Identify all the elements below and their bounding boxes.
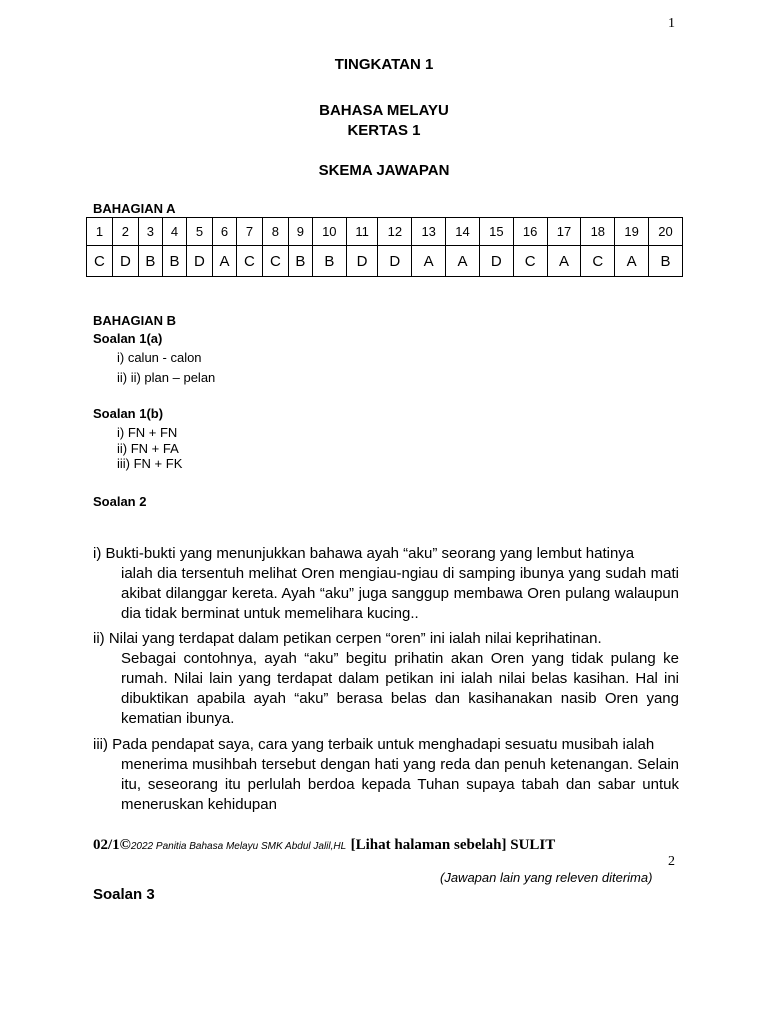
question-number-cell: 9	[288, 218, 312, 246]
answer-continuation: ialah dia tersentuh melihat Oren mengiau-ngiau di samping ibunya yang sudah mati akibat dilanggar kereta. Ayah “aku” juga sanggup membawa Oren pulang walaupun dia tidak berminat untuk memelihara kucing..	[121, 565, 679, 622]
answer-cell: A	[615, 246, 649, 277]
answer-cell: D	[187, 246, 213, 277]
question-number-cell: 3	[138, 218, 162, 246]
footer-organisation: 2022 Panitia Bahasa Melayu SMK Abdul Jalil,HL	[130, 841, 347, 852]
question-number-cell: 14	[446, 218, 480, 246]
answer-cell: D	[378, 246, 412, 277]
question-number-cell: 20	[649, 218, 683, 246]
question-number-cell: 11	[346, 218, 378, 246]
answer-cell: D	[346, 246, 378, 277]
answer-first-line: iii) Pada pendapat saya, cara yang terbaik untuk menghadapi sesuatu musibah ialah	[93, 736, 655, 753]
question-1a-item: ii) ii) plan – pelan	[117, 370, 216, 385]
answer-cell: D	[112, 246, 138, 277]
answer-first-line: i) Bukti-bukti yang menunjukkan bahawa ayah “aku” seorang yang lembut hatinya	[93, 545, 635, 562]
answer-first-line: ii) Nilai yang terdapat dalam petikan cerpen “oren” ini ialah nilai keprihatinan.	[93, 630, 602, 647]
question-1b-label: Soalan 1(b)	[93, 406, 164, 421]
question-1a-label: Soalan 1(a)	[93, 331, 163, 346]
answer-cell: B	[162, 246, 186, 277]
answer-cell: C	[262, 246, 288, 277]
question-number-cell: 17	[547, 218, 581, 246]
answer-cell: B	[138, 246, 162, 277]
section-a-label: BAHAGIAN A	[93, 201, 176, 216]
question-1b-item: ii) FN + FA	[117, 441, 179, 456]
answer-cell: C	[581, 246, 615, 277]
question-1a-item: i) calun - calon	[117, 350, 202, 365]
question-number-cell: 12	[378, 218, 412, 246]
question-2-label: Soalan 2	[93, 494, 147, 509]
question-number-row	[87, 218, 683, 246]
question-number-cell: 16	[513, 218, 547, 246]
answer-paragraph	[93, 629, 679, 729]
page-number-bottom: 2	[668, 854, 675, 869]
answer-cell: A	[547, 246, 581, 277]
answer-cell: A	[412, 246, 446, 277]
subject-title: BAHASA MELAYU	[319, 102, 449, 119]
answer-continuation: menerima musihbah tersebut dengan hati yang reda dan penuh ketenangan. Selain itu, seseorang itu perlulah berdoa kepada Tuhan supaya tabah dan sabar untuk meneruskan kehidupan	[121, 756, 679, 813]
answer-cell: B	[312, 246, 346, 277]
answer-cell: C	[513, 246, 547, 277]
question-number-cell: 6	[212, 218, 236, 246]
footer-code: 02/1©	[93, 837, 131, 853]
question-number-cell: 8	[262, 218, 288, 246]
question-number-cell: 4	[162, 218, 186, 246]
answer-cell: B	[649, 246, 683, 277]
scheme-title: SKEMA JAWAPAN	[318, 162, 450, 179]
page-number-top: 1	[668, 16, 675, 31]
question-number-cell: 1	[87, 218, 113, 246]
question-number-cell: 5	[187, 218, 213, 246]
section-b-label: BAHAGIAN B	[93, 313, 177, 328]
question-number-cell: 15	[479, 218, 513, 246]
page-footer	[93, 836, 555, 854]
question-1b-item: i) FN + FN	[117, 425, 178, 440]
question-number-cell: 2	[112, 218, 138, 246]
answer-cell: D	[479, 246, 513, 277]
paper-title: KERTAS 1	[347, 122, 421, 139]
question-number-cell: 10	[312, 218, 346, 246]
footer-next-page: [Lihat halaman sebelah] SULIT	[350, 837, 556, 853]
answer-continuation: Sebagai contohnya, ayah “aku” begitu prihatin akan Oren yang tidak pulang ke rumah. Nilai lain yang terdapat dalam petikan ini ialah nilai belas kasihan. Hal ini dibuktikan apabila ayah “aku” berasa belas dan kasihanakan nasib Oren yang kematian ibunya.	[121, 650, 679, 727]
answer-row	[87, 246, 683, 277]
answer-paragraph	[93, 735, 679, 815]
answer-cell: C	[87, 246, 113, 277]
question-3-label: Soalan 3	[93, 886, 155, 903]
answer-paragraph	[93, 544, 679, 624]
question-number-cell: 18	[581, 218, 615, 246]
question-number-cell: 19	[615, 218, 649, 246]
answer-cell: B	[288, 246, 312, 277]
question-number-cell: 7	[237, 218, 263, 246]
answer-cell: A	[212, 246, 236, 277]
page-title: TINGKATAN 1	[334, 56, 434, 73]
answer-cell: C	[237, 246, 263, 277]
answer-table	[86, 217, 683, 277]
answer-cell: A	[446, 246, 480, 277]
question-1b-item: iii) FN + FK	[117, 456, 183, 471]
question-number-cell: 13	[412, 218, 446, 246]
alternative-answers-note: (Jawapan lain yang releven diterima)	[440, 870, 653, 885]
